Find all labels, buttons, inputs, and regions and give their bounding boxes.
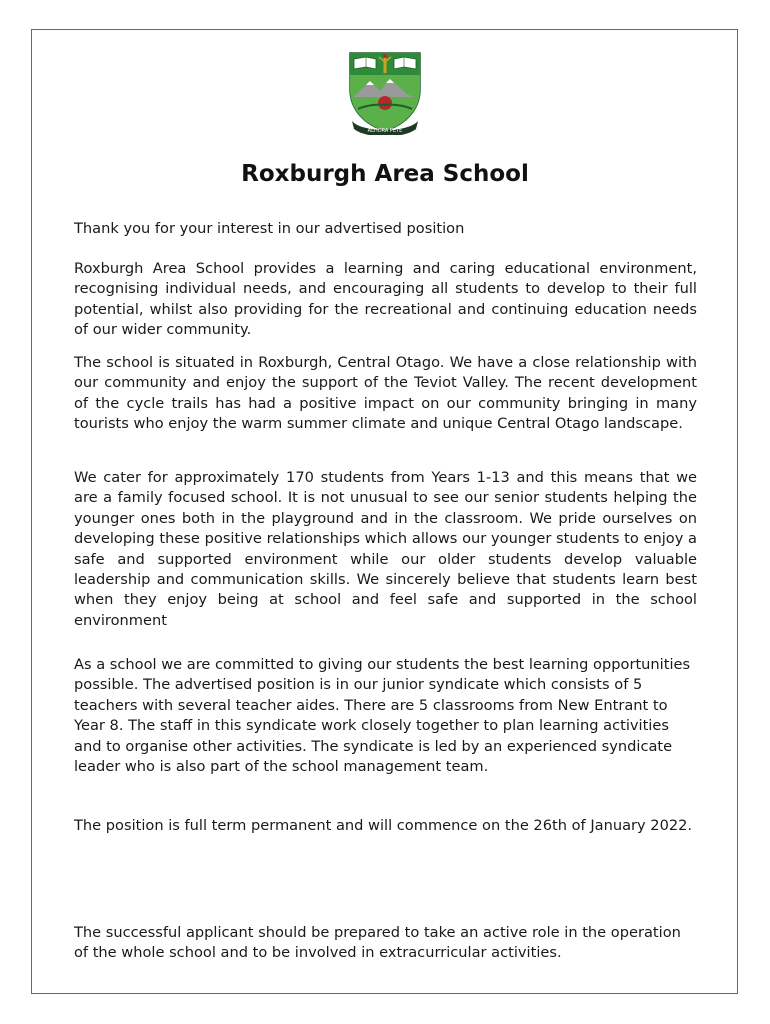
crest-motto: ALTIORA PETE xyxy=(367,128,403,134)
page-title: Roxburgh Area School xyxy=(241,161,529,187)
school-crest-logo xyxy=(346,51,424,135)
intro-text: Thank you for your interest in our advertised position xyxy=(74,220,465,237)
paragraph-term: The position is full term permanent and will commence on the 26th of January 2022. xyxy=(74,817,693,834)
book-icon-left xyxy=(354,57,376,69)
paragraph-location: The school is situated in Roxburgh, Central Otago. We have a close relationship with our community and enjoy the support of the Teviot Valley. The recent development of the cycle trails has had a positive impact on our community bringing in many tourists who enjoy the warm summer climate and unique Central Otago landscape. xyxy=(74,354,697,433)
paragraph-about: Roxburgh Area School provides a learning and caring educational environment, recognising individual needs, and encouraging all students to develop to their full potential, whilst also providing for the recreational and continuing education needs of our wider community. xyxy=(74,260,697,339)
book-icon-right xyxy=(394,57,416,69)
paragraph-applicant: The successful applicant should be prepared to take an active role in the operation of the whole school and to be involved in extracurricular activities. xyxy=(74,924,681,962)
paragraph-position: As a school we are committed to giving our students the best learning opportunities possible. The advertised position is in our junior syndicate which consists of 5 teachers with several teacher aides. There are 5 classrooms from New Entrant to Year 8. The staff in this syndicate work closely together to plan learning activities and to organise other activities. The syndicate is led by an experienced syndicate leader who is also part of the school management team. xyxy=(74,656,691,776)
paragraph-students: We cater for approximately 170 students from Years 1-13 and this means that we are a family focused school. It is not unusual to see our senior students helping the younger ones both in the playground and in the classroom. We pride ourselves on developing these positive relationships which allows our younger students to enjoy a safe and supported environment while our older students develop valuable leadership and communication skills. We sincerely believe that students learn best when they enjoy being at school and feel safe and supported in the school environment xyxy=(74,469,697,629)
